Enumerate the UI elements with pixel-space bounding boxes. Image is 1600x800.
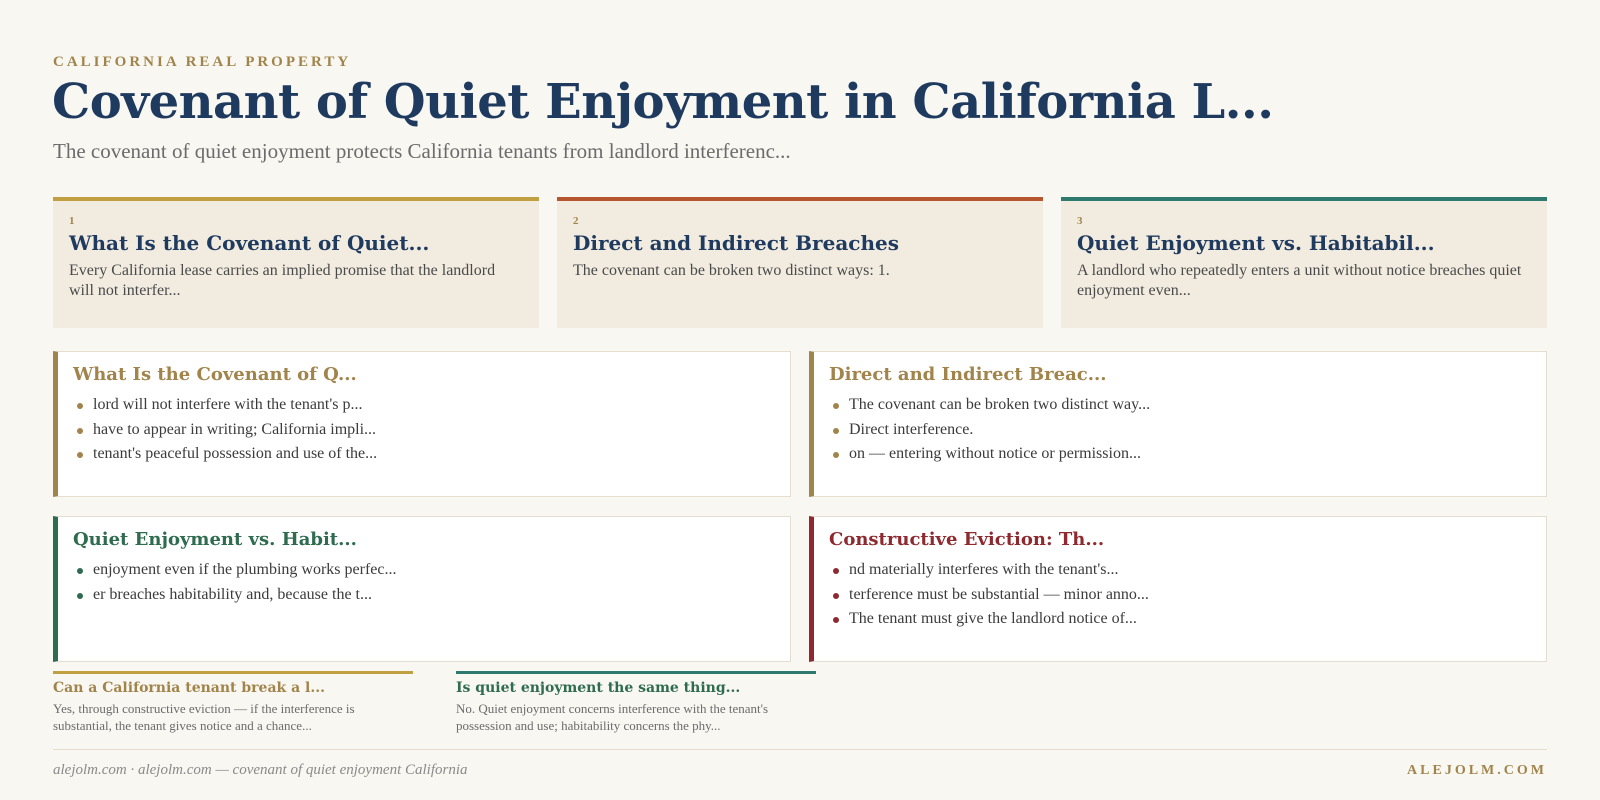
eyebrow-label: CALIFORNIA REAL PROPERTY (53, 54, 352, 70)
faq-answer: No. Quiet enjoyment concerns interference with the tenant's possession and use; habitability concerns the phy... (456, 701, 769, 733)
section-title: What Is the Covenant of Quiet... (69, 231, 430, 255)
detail-title: Direct and Indirect Breac... (829, 364, 1107, 385)
detail-box-habitability (53, 516, 791, 662)
detail-box-covenant (53, 351, 791, 497)
footer-brand[interactable]: ALEJOLM.COM (1407, 763, 1547, 778)
section-title: Direct and Indirect Breaches (573, 231, 899, 255)
section-title: Quiet Enjoyment vs. Habitabil... (1077, 231, 1435, 255)
detail-bullet-list (829, 558, 1530, 632)
detail-bullet: lord will not interfere with the tenant's p... (73, 393, 774, 418)
detail-title: What Is the Covenant of Q... (73, 364, 357, 385)
page-subtitle: The covenant of quiet enjoyment protects California tenants from landlord interferenc... (53, 139, 791, 163)
detail-bullet: enjoyment even if the plumbing works perfec... (73, 558, 774, 583)
section-summary: A landlord who repeatedly enters a unit without notice breaches quiet enjoyment even... (1077, 262, 1522, 299)
detail-title: Constructive Eviction: Th... (829, 529, 1105, 550)
footer-source: alejolm.com · alejolm.com — covenant of quiet enjoyment California (53, 762, 468, 778)
detail-bullet: on — entering without notice or permission... (829, 442, 1530, 467)
section-number: 1 (69, 215, 75, 227)
faq-question[interactable]: Can a California tenant break a l... (53, 680, 325, 696)
faq-item[interactable] (456, 671, 816, 734)
detail-bullet-list (73, 558, 774, 607)
page-title: Covenant of Quiet Enjoyment in California L... (52, 74, 1274, 130)
detail-title: Quiet Enjoyment vs. Habit... (73, 529, 357, 550)
section-summary: Every California lease carries an implied promise that the landlord will not interfer... (69, 262, 496, 299)
section-number: 3 (1077, 215, 1083, 227)
detail-box-breaches (809, 351, 1547, 497)
detail-bullet: The covenant can be broken two distinct way... (829, 393, 1530, 418)
detail-bullet: terference must be substantial — minor anno... (829, 583, 1530, 608)
faq-item[interactable] (53, 671, 413, 734)
detail-bullet-list (829, 393, 1530, 467)
faq-question[interactable]: Is quiet enjoyment the same thing... (456, 680, 741, 696)
faq-answer: Yes, through constructive eviction — if the interference is substantial, the tenant gives notice and a chance... (53, 701, 355, 733)
section-card-1[interactable] (53, 197, 539, 328)
detail-bullet: have to appear in writing; California impli... (73, 418, 774, 443)
section-summary: The covenant can be broken two distinct ways: 1. (573, 262, 890, 279)
footer-divider (53, 749, 1547, 750)
detail-bullet-list (73, 393, 774, 467)
section-card-2[interactable] (557, 197, 1043, 328)
section-number: 2 (573, 215, 579, 227)
detail-bullet: tenant's peaceful possession and use of the... (73, 442, 774, 467)
section-card-3[interactable] (1061, 197, 1547, 328)
detail-bullet: The tenant must give the landlord notice of... (829, 607, 1530, 632)
detail-bullet: nd materially interferes with the tenant's... (829, 558, 1530, 583)
detail-box-constructive-eviction (809, 516, 1547, 662)
detail-bullet: er breaches habitability and, because the t... (73, 583, 774, 608)
detail-bullet: Direct interference. (829, 418, 1530, 443)
